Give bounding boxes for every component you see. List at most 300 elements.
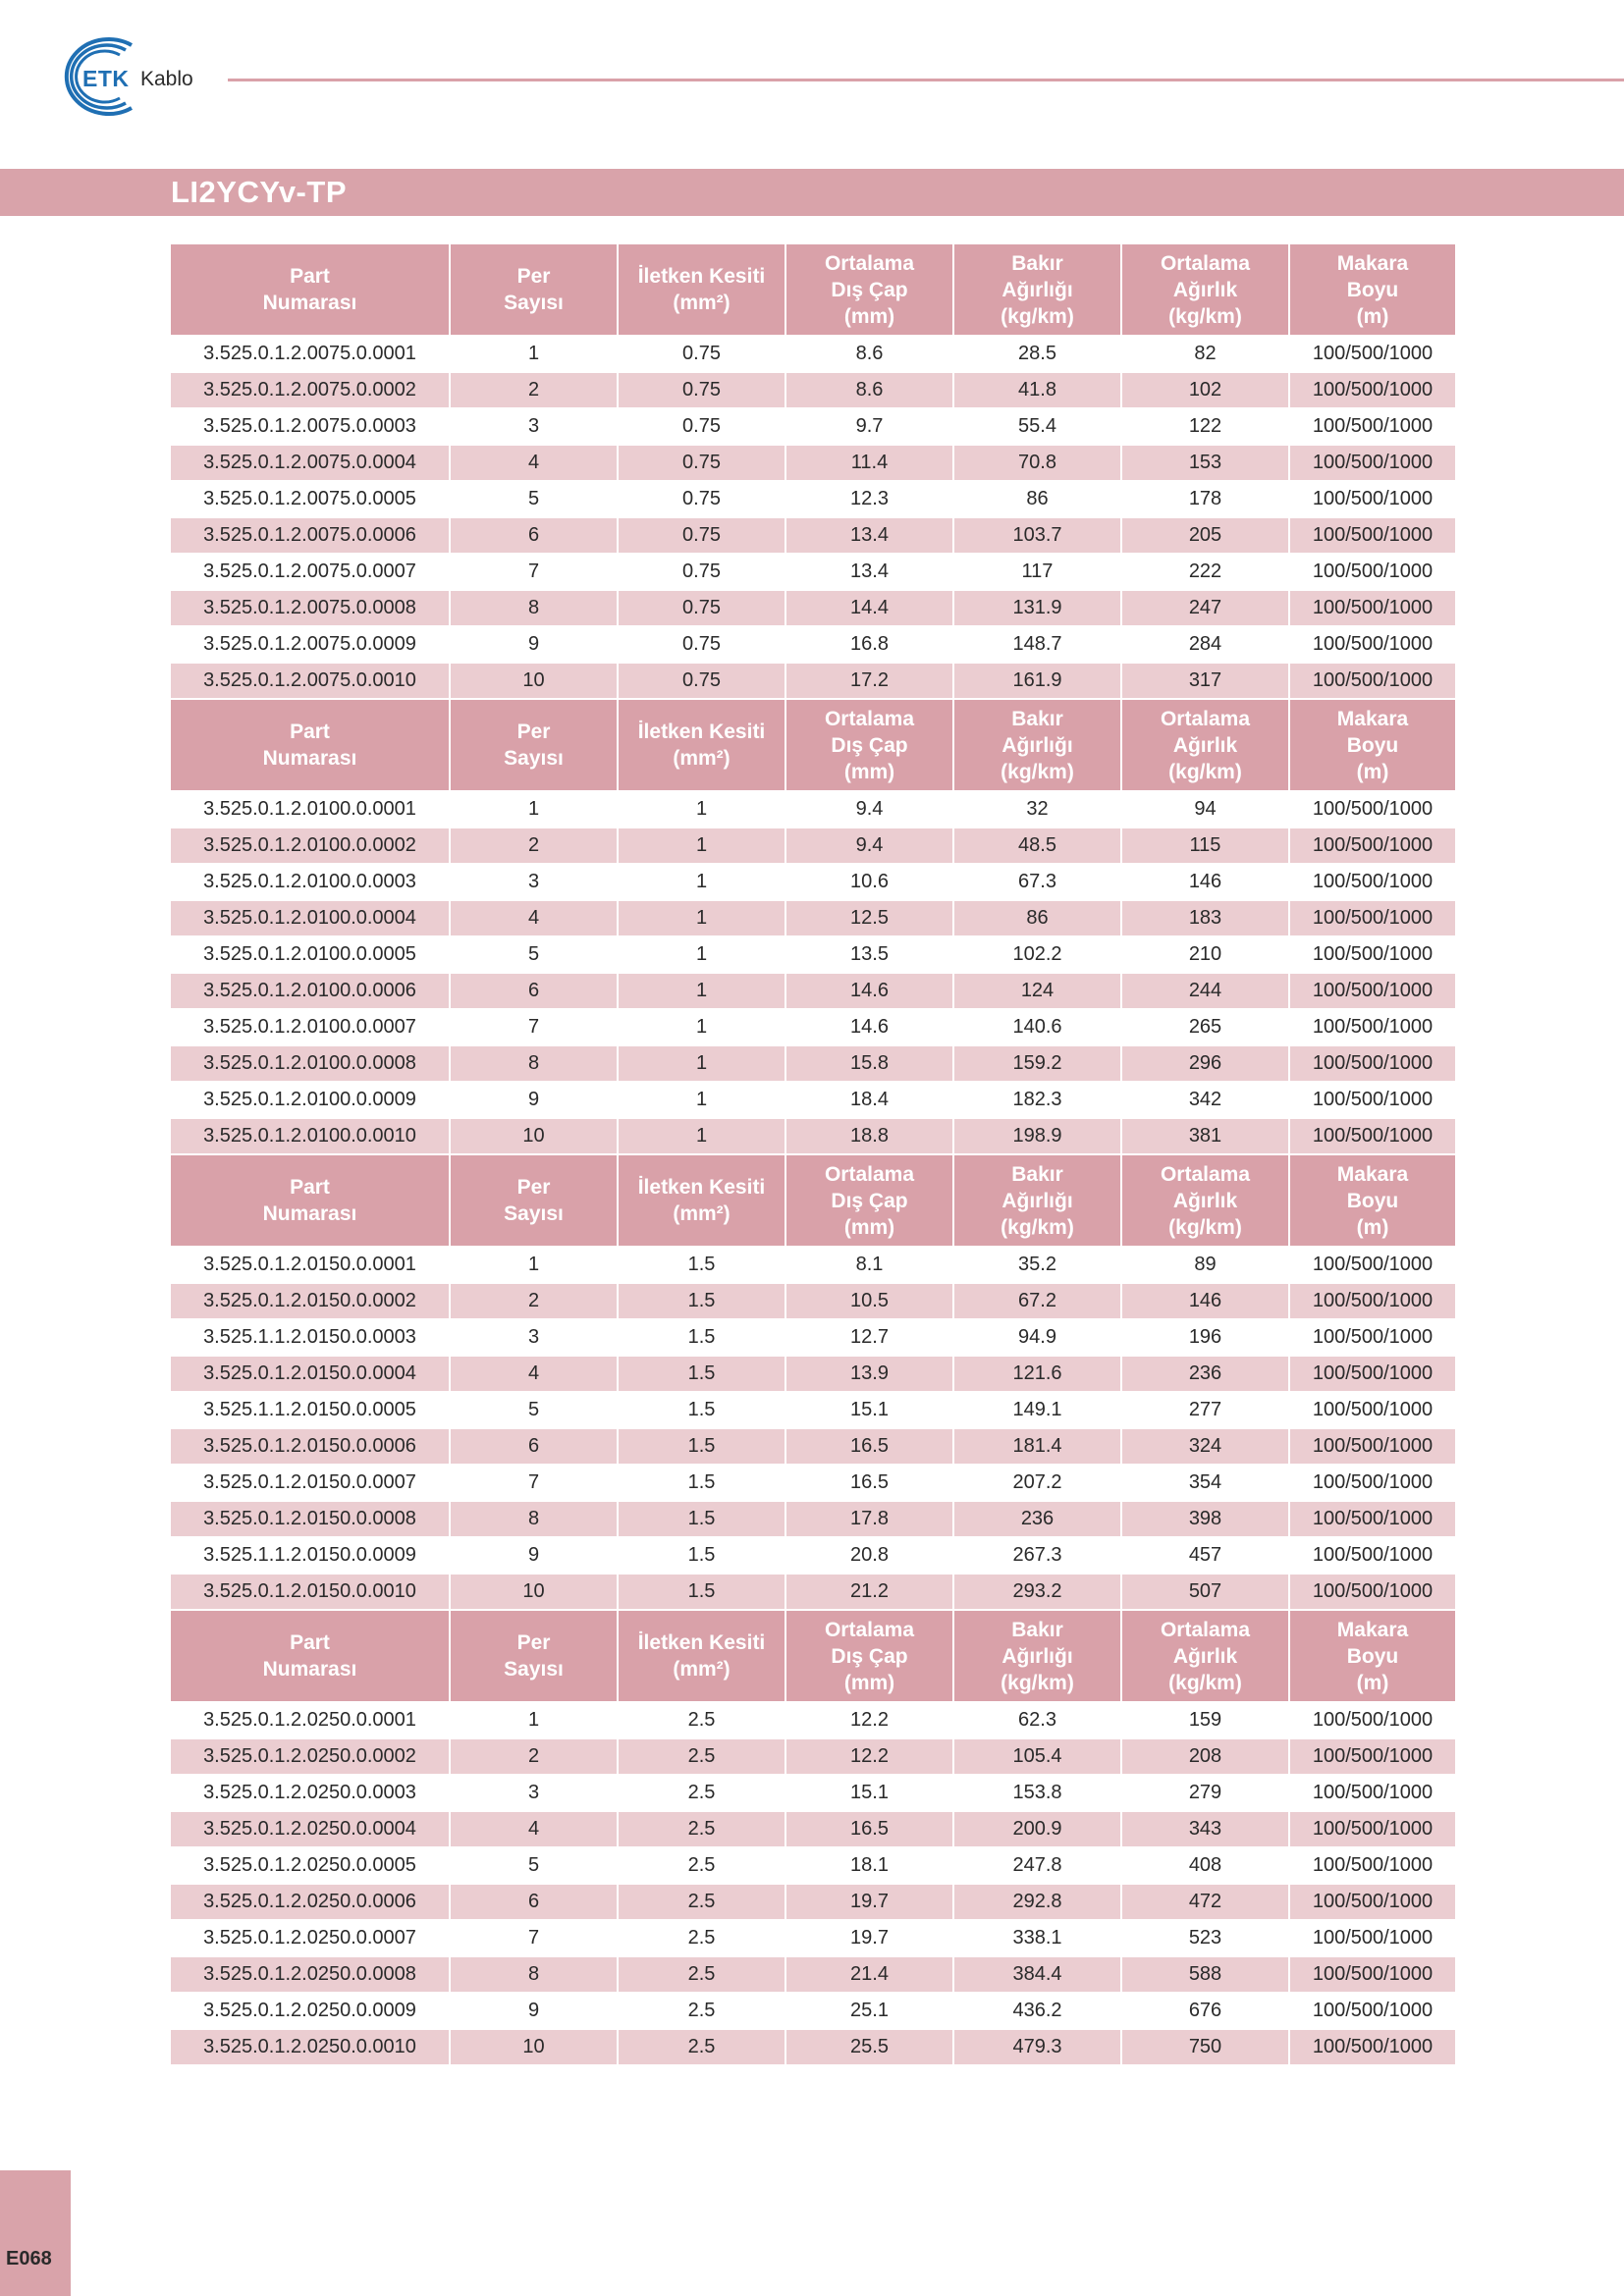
table-cell: 1.5 — [619, 1502, 786, 1538]
table-row — [171, 1812, 1455, 1848]
table-cell: 16.8 — [786, 627, 954, 664]
table-cell: 6 — [451, 1429, 619, 1466]
column-header — [171, 244, 451, 337]
column-header — [954, 1155, 1122, 1248]
table-cell: 100/500/1000 — [1290, 1320, 1455, 1357]
table-cell: 100/500/1000 — [1290, 1083, 1455, 1119]
table-row — [171, 937, 1455, 974]
table-cell: 3.525.0.1.2.0075.0.0010 — [171, 664, 451, 700]
table-cell: 100/500/1000 — [1290, 1046, 1455, 1083]
table-cell: 14.6 — [786, 1010, 954, 1046]
table-cell: 100/500/1000 — [1290, 446, 1455, 482]
table-cell: 7 — [451, 1010, 619, 1046]
table-cell: 16.5 — [786, 1429, 954, 1466]
table-cell: 1 — [619, 865, 786, 901]
table-cell: 207.2 — [954, 1466, 1122, 1502]
table-cell: 105.4 — [954, 1739, 1122, 1776]
table-cell: 15.1 — [786, 1776, 954, 1812]
table-cell: 3.525.0.1.2.0075.0.0004 — [171, 446, 451, 482]
column-header-line: İletken Kesiti — [637, 1631, 766, 1654]
column-header — [171, 700, 451, 792]
table-cell: 507 — [1122, 1575, 1290, 1611]
table-cell: 6 — [451, 974, 619, 1010]
table-cell: 10.6 — [786, 865, 954, 901]
table-cell: 21.2 — [786, 1575, 954, 1611]
table-row — [171, 1466, 1455, 1502]
column-header-line: (mm²) — [673, 292, 731, 314]
table-cell: 18.8 — [786, 1119, 954, 1155]
column-header-line: Bakır — [1011, 1162, 1063, 1186]
table-cell: 3.525.0.1.2.0250.0.0007 — [171, 1921, 451, 1957]
table-cell: 3.525.0.1.2.0250.0.0008 — [171, 1957, 451, 1994]
table-cell: 1.5 — [619, 1248, 786, 1284]
table-cell: 100/500/1000 — [1290, 627, 1455, 664]
table-cell: 3.525.0.1.2.0150.0.0007 — [171, 1466, 451, 1502]
table-cell: 2 — [451, 373, 619, 409]
table-cell: 3.525.0.1.2.0100.0.0006 — [171, 974, 451, 1010]
column-header-line: Makara — [1336, 251, 1409, 275]
column-header-line: (mm) — [843, 1215, 895, 1239]
table-cell: 8.6 — [786, 373, 954, 409]
table-cell: 1 — [619, 974, 786, 1010]
table-cell: 13.5 — [786, 937, 954, 974]
table-cell: 1 — [619, 1046, 786, 1083]
table-cell: 1.5 — [619, 1393, 786, 1429]
table-cell: 159 — [1122, 1703, 1290, 1739]
table-cell: 472 — [1122, 1885, 1290, 1921]
table-cell: 1.5 — [619, 1284, 786, 1320]
column-header-line: İletken Kesiti — [637, 1176, 766, 1199]
column-header-line: Ortalama — [824, 1618, 915, 1641]
table-cell: 86 — [954, 482, 1122, 518]
table-header-row — [171, 244, 1455, 337]
column-header-line: Per — [516, 721, 551, 743]
column-header-line: Sayısı — [504, 747, 564, 770]
table-cell: 124 — [954, 974, 1122, 1010]
column-header-line: Ortalama — [1160, 1162, 1251, 1186]
table-cell: 8.1 — [786, 1248, 954, 1284]
column-header — [786, 244, 954, 337]
table-cell: 8 — [451, 1957, 619, 1994]
table-cell: 32 — [954, 792, 1122, 828]
table-cell: 342 — [1122, 1083, 1290, 1119]
table-cell: 17.8 — [786, 1502, 954, 1538]
table-cell: 3.525.0.1.2.0250.0.0006 — [171, 1885, 451, 1921]
table-cell: 3.525.0.1.2.0250.0.0002 — [171, 1739, 451, 1776]
column-header-line: Makara — [1336, 1162, 1409, 1186]
table-row — [171, 1776, 1455, 1812]
table-cell: 1 — [619, 792, 786, 828]
table-row — [171, 337, 1455, 373]
table-cell: 14.6 — [786, 974, 954, 1010]
table-cell: 159.2 — [954, 1046, 1122, 1083]
table-row — [171, 828, 1455, 865]
table-cell: 236 — [954, 1502, 1122, 1538]
table-cell: 7 — [451, 1921, 619, 1957]
table-cell: 1.5 — [619, 1575, 786, 1611]
table-cell: 7 — [451, 1466, 619, 1502]
column-header-line: (m) — [1356, 1671, 1389, 1694]
table-cell: 1 — [619, 828, 786, 865]
table-cell: 13.4 — [786, 555, 954, 591]
table-cell: 3.525.0.1.2.0075.0.0003 — [171, 409, 451, 446]
table-row — [171, 1739, 1455, 1776]
table-cell: 398 — [1122, 1502, 1290, 1538]
table-cell: 3.525.0.1.2.0100.0.0001 — [171, 792, 451, 828]
table-cell: 1 — [619, 937, 786, 974]
table-cell: 10 — [451, 664, 619, 700]
table-cell: 5 — [451, 482, 619, 518]
table-cell: 4 — [451, 1357, 619, 1393]
table-row — [171, 1320, 1455, 1357]
table-cell: 100/500/1000 — [1290, 1776, 1455, 1812]
table-cell: 100/500/1000 — [1290, 1284, 1455, 1320]
column-header-line: Per — [516, 1631, 551, 1654]
table-cell: 148.7 — [954, 627, 1122, 664]
table-cell: 523 — [1122, 1921, 1290, 1957]
table-cell: 292.8 — [954, 1885, 1122, 1921]
table-cell: 10 — [451, 1119, 619, 1155]
table-cell: 17.2 — [786, 664, 954, 700]
column-header-line: Ortalama — [824, 707, 915, 730]
table-cell: 1 — [619, 1119, 786, 1155]
table-cell: 10 — [451, 2030, 619, 2066]
table-cell: 100/500/1000 — [1290, 1703, 1455, 1739]
table-cell: 100/500/1000 — [1290, 1119, 1455, 1155]
table-cell: 8 — [451, 591, 619, 627]
column-header-line: (kg/km) — [1001, 1671, 1074, 1694]
table-cell: 100/500/1000 — [1290, 1739, 1455, 1776]
logo-mark: ETK — [82, 66, 130, 91]
table-header-row — [171, 1611, 1455, 1703]
table-cell: 18.1 — [786, 1848, 954, 1885]
table-cell: 89 — [1122, 1248, 1290, 1284]
column-header — [1290, 1155, 1455, 1248]
column-header — [786, 1155, 954, 1248]
table-cell: 324 — [1122, 1429, 1290, 1466]
column-header-line: (kg/km) — [1168, 760, 1242, 783]
column-header — [451, 244, 619, 337]
table-cell: 103.7 — [954, 518, 1122, 555]
table-cell: 3.525.0.1.2.0250.0.0001 — [171, 1703, 451, 1739]
table-cell: 210 — [1122, 937, 1290, 974]
table-cell: 1.5 — [619, 1357, 786, 1393]
table-cell: 18.4 — [786, 1083, 954, 1119]
table-cell: 0.75 — [619, 627, 786, 664]
table-cell: 3.525.0.1.2.0100.0.0008 — [171, 1046, 451, 1083]
table-row — [171, 974, 1455, 1010]
table-cell: 100/500/1000 — [1290, 518, 1455, 555]
table-row — [171, 446, 1455, 482]
column-header-line: Boyu — [1346, 733, 1399, 757]
table-row — [171, 1046, 1455, 1083]
table-cell: 55.4 — [954, 409, 1122, 446]
table-cell: 293.2 — [954, 1575, 1122, 1611]
table-cell: 0.75 — [619, 591, 786, 627]
table-cell: 100/500/1000 — [1290, 664, 1455, 700]
table-cell: 6 — [451, 1885, 619, 1921]
table-cell: 1 — [619, 1083, 786, 1119]
table-cell: 100/500/1000 — [1290, 373, 1455, 409]
table-cell: 1.5 — [619, 1538, 786, 1575]
table-cell: 28.5 — [954, 337, 1122, 373]
table-row — [171, 555, 1455, 591]
table-cell: 676 — [1122, 1994, 1290, 2030]
table-cell: 100/500/1000 — [1290, 1010, 1455, 1046]
table-cell: 182.3 — [954, 1083, 1122, 1119]
column-header-line: Ortalama — [1160, 1618, 1251, 1641]
table-cell: 265 — [1122, 1010, 1290, 1046]
column-header-line: (kg/km) — [1001, 760, 1074, 783]
column-header-line: (mm²) — [673, 1202, 731, 1225]
table-cell: 100/500/1000 — [1290, 1957, 1455, 1994]
table-cell: 1 — [619, 901, 786, 937]
table-cell: 0.75 — [619, 482, 786, 518]
column-header — [619, 1155, 786, 1248]
column-header-line: Ağırlık — [1172, 733, 1238, 757]
column-header — [1290, 1611, 1455, 1703]
table-cell: 67.2 — [954, 1284, 1122, 1320]
table-cell: 354 — [1122, 1466, 1290, 1502]
table-cell: 2 — [451, 1739, 619, 1776]
table-cell: 115 — [1122, 828, 1290, 865]
table-cell: 244 — [1122, 974, 1290, 1010]
logo-name: Kablo — [140, 68, 193, 90]
column-header-line: (kg/km) — [1001, 304, 1074, 328]
table-cell: 3.525.0.1.2.0075.0.0002 — [171, 373, 451, 409]
table-cell: 408 — [1122, 1848, 1290, 1885]
table-row — [171, 627, 1455, 664]
column-header-line: Part — [290, 1176, 330, 1199]
table-cell: 15.1 — [786, 1393, 954, 1429]
table-cell: 2.5 — [619, 1703, 786, 1739]
table-cell: 117 — [954, 555, 1122, 591]
table-cell: 279 — [1122, 1776, 1290, 1812]
table-cell: 3.525.0.1.2.0150.0.0006 — [171, 1429, 451, 1466]
table-cell: 3 — [451, 1320, 619, 1357]
table-cell: 2.5 — [619, 1812, 786, 1848]
table-cell: 12.7 — [786, 1320, 954, 1357]
column-header — [954, 700, 1122, 792]
column-header-line: (mm²) — [673, 1658, 731, 1681]
table-cell: 100/500/1000 — [1290, 901, 1455, 937]
table-cell: 19.7 — [786, 1921, 954, 1957]
table-cell: 1 — [451, 1703, 619, 1739]
table-cell: 15.8 — [786, 1046, 954, 1083]
table-row — [171, 373, 1455, 409]
table-cell: 2.5 — [619, 1957, 786, 1994]
table-cell: 94 — [1122, 792, 1290, 828]
table-cell: 3.525.0.1.2.0150.0.0008 — [171, 1502, 451, 1538]
table-row — [171, 1703, 1455, 1739]
table-cell: 3.525.1.1.2.0150.0.0009 — [171, 1538, 451, 1575]
table-cell: 338.1 — [954, 1921, 1122, 1957]
table-cell: 100/500/1000 — [1290, 1921, 1455, 1957]
table-cell: 384.4 — [954, 1957, 1122, 1994]
column-header-line: Part — [290, 721, 330, 743]
table-cell: 35.2 — [954, 1248, 1122, 1284]
table-cell: 100/500/1000 — [1290, 1248, 1455, 1284]
table-cell: 205 — [1122, 518, 1290, 555]
column-header-line: (mm) — [843, 1671, 895, 1694]
table-cell: 41.8 — [954, 373, 1122, 409]
table-cell: 236 — [1122, 1357, 1290, 1393]
table-cell: 2.5 — [619, 1848, 786, 1885]
column-header — [619, 244, 786, 337]
table-row — [171, 591, 1455, 627]
table-cell: 140.6 — [954, 1010, 1122, 1046]
table-cell: 3.525.0.1.2.0075.0.0001 — [171, 337, 451, 373]
table-cell: 2.5 — [619, 1739, 786, 1776]
table-cell: 100/500/1000 — [1290, 974, 1455, 1010]
table-cell: 0.75 — [619, 446, 786, 482]
table-cell: 9 — [451, 1538, 619, 1575]
table-cell: 2.5 — [619, 1921, 786, 1957]
table-cell: 100/500/1000 — [1290, 1466, 1455, 1502]
column-header-line: Bakır — [1011, 251, 1063, 275]
table-cell: 3.525.0.1.2.0100.0.0004 — [171, 901, 451, 937]
column-header-line: Ağırlık — [1172, 278, 1238, 301]
table-cell: 198.9 — [954, 1119, 1122, 1155]
column-header-line: (mm²) — [673, 747, 731, 770]
table-cell: 277 — [1122, 1393, 1290, 1429]
table-cell: 9.4 — [786, 828, 954, 865]
table-row — [171, 1575, 1455, 1611]
table-row — [171, 1083, 1455, 1119]
column-header-line: Dış Çap — [831, 278, 908, 301]
column-header — [1122, 1155, 1290, 1248]
table-row — [171, 1119, 1455, 1155]
header-divider — [228, 79, 1624, 81]
page-title: LI2YCYv-TP — [171, 175, 347, 209]
column-header-line: Sayısı — [504, 1202, 564, 1225]
column-header-line: Boyu — [1346, 278, 1399, 301]
table-cell: 2.5 — [619, 1994, 786, 2030]
column-header-line: Makara — [1336, 707, 1409, 730]
table-cell: 102.2 — [954, 937, 1122, 974]
table-row — [171, 2030, 1455, 2066]
table-cell: 4 — [451, 901, 619, 937]
table-cell: 100/500/1000 — [1290, 337, 1455, 373]
table-cell: 161.9 — [954, 664, 1122, 700]
column-header-line: Ağırlığı — [1001, 733, 1073, 757]
table-row — [171, 1357, 1455, 1393]
table-row — [171, 865, 1455, 901]
table-cell: 247.8 — [954, 1848, 1122, 1885]
column-header-line: Numarası — [262, 1202, 357, 1225]
column-header — [954, 244, 1122, 337]
table-cell: 7 — [451, 555, 619, 591]
table-cell: 9.4 — [786, 792, 954, 828]
table-cell: 3.525.0.1.2.0250.0.0003 — [171, 1776, 451, 1812]
table-cell: 1 — [451, 792, 619, 828]
table-cell: 222 — [1122, 555, 1290, 591]
column-header-line: Sayısı — [504, 292, 564, 314]
table-cell: 3.525.0.1.2.0100.0.0009 — [171, 1083, 451, 1119]
table-row — [171, 1921, 1455, 1957]
column-header-line: Per — [516, 1176, 551, 1199]
column-header-line: (m) — [1356, 1215, 1389, 1239]
table-cell: 8.6 — [786, 337, 954, 373]
table-cell: 317 — [1122, 664, 1290, 700]
column-header-line: Per — [516, 265, 551, 288]
table-cell: 6 — [451, 518, 619, 555]
column-header-line: İletken Kesiti — [637, 265, 766, 288]
cable-spec-table — [171, 244, 1455, 2066]
column-header-line: Sayısı — [504, 1658, 564, 1681]
table-cell: 12.2 — [786, 1703, 954, 1739]
table-cell: 200.9 — [954, 1812, 1122, 1848]
table-cell: 4 — [451, 1812, 619, 1848]
column-header-line: Bakır — [1011, 1618, 1063, 1641]
table-cell: 121.6 — [954, 1357, 1122, 1393]
table-row — [171, 1284, 1455, 1320]
table-cell: 100/500/1000 — [1290, 482, 1455, 518]
column-header-line: Part — [290, 1631, 330, 1654]
table-cell: 153.8 — [954, 1776, 1122, 1812]
table-cell: 3.525.0.1.2.0075.0.0007 — [171, 555, 451, 591]
column-header-line: Numarası — [262, 747, 357, 770]
table-row — [171, 1393, 1455, 1429]
table-cell: 8 — [451, 1502, 619, 1538]
table-cell: 21.4 — [786, 1957, 954, 1994]
column-header-line: Ağırlığı — [1001, 1189, 1073, 1212]
table-header-row — [171, 700, 1455, 792]
table-cell: 0.75 — [619, 555, 786, 591]
column-header-line: Ortalama — [824, 1162, 915, 1186]
table-cell: 0.75 — [619, 409, 786, 446]
column-header-line: (mm) — [843, 304, 895, 328]
table-cell: 3.525.0.1.2.0250.0.0010 — [171, 2030, 451, 2066]
column-header — [1122, 244, 1290, 337]
table-cell: 70.8 — [954, 446, 1122, 482]
table-cell: 100/500/1000 — [1290, 1357, 1455, 1393]
table-cell: 100/500/1000 — [1290, 409, 1455, 446]
table-cell: 10 — [451, 1575, 619, 1611]
table-cell: 3.525.0.1.2.0100.0.0003 — [171, 865, 451, 901]
table-cell: 100/500/1000 — [1290, 792, 1455, 828]
etk-kablo-logo — [51, 33, 208, 122]
table-cell: 0.75 — [619, 337, 786, 373]
table-cell: 19.7 — [786, 1885, 954, 1921]
table-cell: 153 — [1122, 446, 1290, 482]
table-cell: 196 — [1122, 1320, 1290, 1357]
table-cell: 102 — [1122, 373, 1290, 409]
table-cell: 12.2 — [786, 1739, 954, 1776]
table-cell: 208 — [1122, 1739, 1290, 1776]
table-cell: 178 — [1122, 482, 1290, 518]
table-cell: 1.5 — [619, 1466, 786, 1502]
table-cell: 8 — [451, 1046, 619, 1083]
table-cell: 16.5 — [786, 1466, 954, 1502]
table-cell: 16.5 — [786, 1812, 954, 1848]
table-cell: 1 — [619, 1010, 786, 1046]
column-header — [786, 700, 954, 792]
table-row — [171, 1994, 1455, 2030]
table-cell: 100/500/1000 — [1290, 1429, 1455, 1466]
table-cell: 9 — [451, 627, 619, 664]
table-cell: 13.9 — [786, 1357, 954, 1393]
table-row — [171, 1848, 1455, 1885]
column-header — [451, 1155, 619, 1248]
table-row — [171, 1248, 1455, 1284]
table-cell: 100/500/1000 — [1290, 1502, 1455, 1538]
table-row — [171, 1429, 1455, 1466]
table-cell: 3.525.0.1.2.0150.0.0001 — [171, 1248, 451, 1284]
table-cell: 25.5 — [786, 2030, 954, 2066]
page-number-tab — [0, 2170, 71, 2296]
column-header — [1290, 700, 1455, 792]
